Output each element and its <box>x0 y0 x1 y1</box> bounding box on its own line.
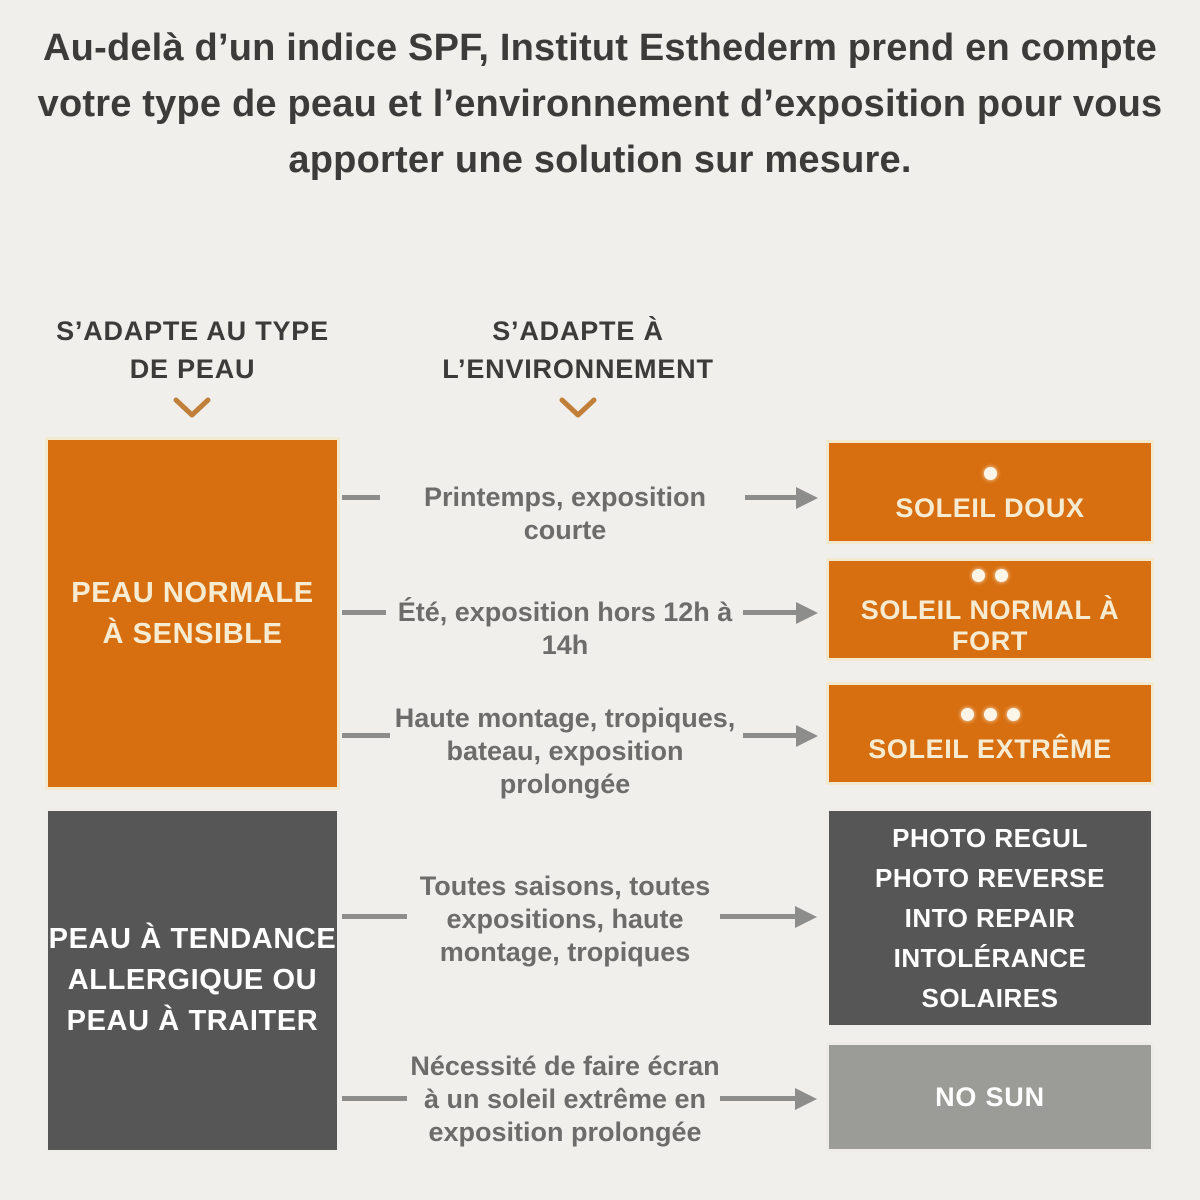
arrow-right-icon <box>720 1096 796 1101</box>
result-box-soleil-extreme <box>826 682 1154 785</box>
condition-text <box>380 870 750 969</box>
result-label: SOLEIL DOUX <box>895 492 1085 523</box>
result-box-no-sun <box>826 1042 1154 1152</box>
sun-intensity-dots <box>972 569 1008 582</box>
skin-box-normal-sensible <box>45 437 340 790</box>
skin-box-line: PEAU À TENDANCE <box>48 923 337 955</box>
skin-box-allergic-traiter <box>45 808 340 1153</box>
condition-line: bateau, exposition prolongée <box>446 736 684 799</box>
sun-intensity-dot <box>984 467 997 480</box>
skin-box-line: PEAU NORMALE <box>71 576 314 609</box>
sun-intensity-dot <box>972 569 985 582</box>
result-box-products <box>826 808 1154 1028</box>
skin-header-line-2: DE PEAU <box>129 354 256 384</box>
title-line-3: apporter une solution sur mesure. <box>288 139 912 181</box>
sun-intensity-dots <box>961 708 1020 721</box>
result-line: PHOTO REGUL <box>892 823 1088 853</box>
chevron-down-icon <box>172 396 212 420</box>
arrow-right-icon <box>720 914 796 919</box>
condition-line: à un soleil extrême en <box>423 1084 707 1114</box>
title-line-1: Au-delà d’un indice SPF, Institut Esthederm prend en compte <box>43 27 1157 69</box>
result-label: NO SUN <box>935 1081 1045 1112</box>
result-box-soleil-doux <box>826 440 1154 544</box>
condition-line: montage, tropiques <box>439 937 691 967</box>
env-header-line-2: L’ENVIRONNEMENT <box>442 354 714 384</box>
sun-intensity-dots <box>984 467 997 480</box>
condition-line: Été, exposition hors 12h à 14h <box>397 597 733 660</box>
skin-box-line: ALLERGIQUE OU <box>67 964 318 996</box>
result-line: INTO REPAIR <box>904 903 1076 933</box>
result-label: SOLEIL NORMAL À FORT <box>860 594 1120 656</box>
condition-text <box>380 1050 750 1149</box>
sun-intensity-dot <box>1007 708 1020 721</box>
result-label: SOLEIL EXTRÊME <box>868 734 1112 764</box>
skin-box-line: PEAU À TRAITER <box>66 1005 319 1037</box>
sun-intensity-dot <box>961 708 974 721</box>
arrow-right-icon <box>743 733 797 738</box>
arrow-right-icon <box>743 610 797 615</box>
result-line: INTOLÉRANCE SOLAIRES <box>893 943 1087 1013</box>
condition-text <box>380 481 750 547</box>
condition-line: exposition prolongée <box>428 1117 702 1147</box>
skin-type-column-header <box>45 312 340 388</box>
result-line: PHOTO REVERSE <box>875 863 1105 893</box>
connector-line <box>342 495 380 500</box>
condition-line: Haute montage, tropiques, <box>394 703 736 733</box>
condition-text <box>380 596 750 662</box>
sun-intensity-dot <box>995 569 1008 582</box>
env-header-line-1: S’ADAPTE À <box>492 316 664 346</box>
sun-intensity-dot <box>984 708 997 721</box>
condition-text <box>380 702 750 801</box>
page-title <box>0 20 1200 188</box>
skin-header-line-1: S’ADAPTE AU TYPE <box>56 316 329 346</box>
condition-line: Printemps, exposition courte <box>423 482 707 545</box>
title-line-2: votre type de peau et l’environnement d’exposition pour vous <box>37 83 1163 125</box>
arrow-right-icon <box>745 495 797 500</box>
environment-column-header <box>413 312 743 388</box>
condition-line: Toutes saisons, toutes <box>419 871 711 901</box>
skin-box-line: À SENSIBLE <box>102 617 283 650</box>
condition-line: Nécessité de faire écran <box>410 1051 720 1081</box>
result-box-soleil-normal-fort <box>826 558 1154 661</box>
chevron-down-icon <box>558 396 598 420</box>
condition-line: expositions, haute <box>446 904 684 934</box>
